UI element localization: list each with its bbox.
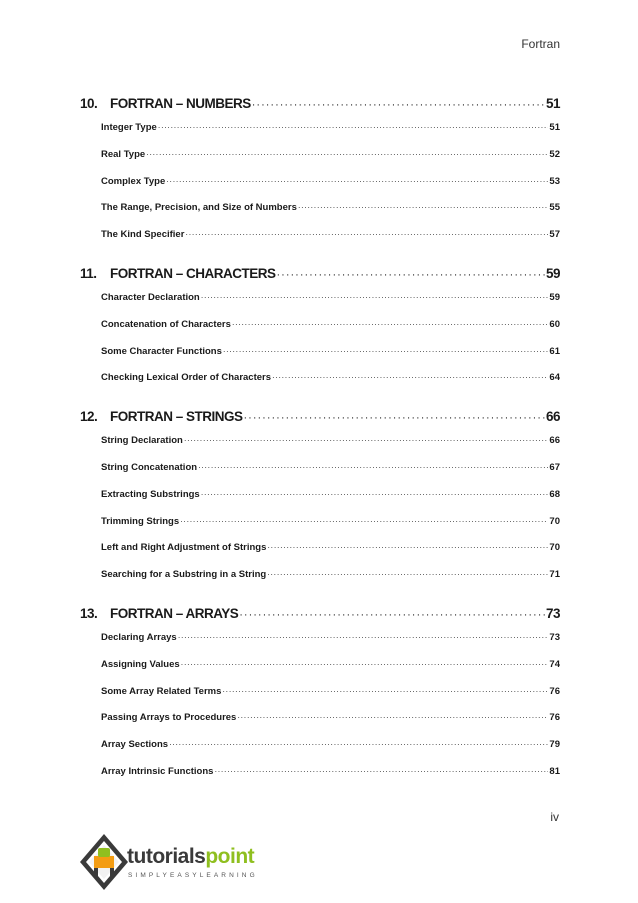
toc-chapter-entry[interactable]: [80, 96, 560, 122]
chapter-page: 73: [545, 605, 560, 621]
chapter-title: FORTRAN – ARRAYS: [110, 605, 239, 621]
subsection-page: 79: [549, 739, 560, 751]
toc-chapter: [80, 409, 560, 606]
dot-leader: [166, 177, 548, 186]
subsection-title: Array Intrinsic Functions: [101, 765, 214, 777]
subsection-title: Array Sections: [101, 739, 169, 751]
toc-chapter-entry[interactable]: [80, 606, 560, 632]
logo-text-tutorials: tutorials: [127, 845, 206, 868]
toc-subsection-entry[interactable]: [101, 149, 560, 176]
dot-leader: [214, 767, 548, 776]
subsection-title: Real Type: [101, 148, 146, 160]
toc-subsection-entry[interactable]: [101, 202, 560, 229]
dot-leader: [298, 203, 549, 212]
dot-leader: [222, 687, 548, 696]
subsection-title: Some Character Functions: [101, 345, 222, 357]
dot-leader: [181, 660, 549, 669]
subsection-page: 73: [549, 631, 560, 643]
subsection-page: 66: [549, 435, 560, 447]
subsection-page: 55: [549, 202, 560, 214]
subsection-title: Searching for a Substring in a String: [101, 569, 267, 581]
subsection-page: 59: [549, 291, 560, 303]
toc-subsection-entry[interactable]: [101, 766, 560, 793]
toc-chapter: [80, 266, 560, 409]
chapter-page: 59: [545, 265, 560, 281]
toc-subsection-entry[interactable]: [101, 435, 560, 462]
toc-subsection-entry[interactable]: [101, 176, 560, 203]
toc-subsection-entry[interactable]: [101, 292, 560, 319]
subsection-title: String Declaration: [101, 435, 183, 447]
toc-subsection-entry[interactable]: [101, 686, 560, 713]
dot-leader: [237, 713, 548, 722]
dot-leader: [267, 570, 548, 579]
toc-subsection-entry[interactable]: [101, 632, 560, 659]
logo-tagline: SIMPLYEASYLEARNING: [128, 872, 258, 879]
dot-leader: [244, 412, 545, 424]
toc-subsection-entry[interactable]: [101, 516, 560, 543]
subsection-page: 76: [549, 712, 560, 724]
toc-subsection-entry[interactable]: [101, 462, 560, 489]
logo-emblem-icon: [76, 828, 132, 898]
dot-leader: [201, 293, 549, 302]
subsection-title: Character Declaration: [101, 291, 200, 303]
subsection-page: 76: [549, 685, 560, 697]
dot-leader: [184, 436, 549, 445]
logo-text-point: point: [205, 845, 255, 868]
toc-chapter: [80, 96, 560, 266]
dot-leader: [232, 320, 549, 329]
subsection-title: Left and Right Adjustment of Strings: [101, 542, 267, 554]
running-header: Fortran: [521, 37, 560, 51]
toc-chapter: [80, 606, 560, 793]
dot-leader: [198, 463, 548, 472]
subsection-page: 71: [549, 569, 560, 581]
dot-leader: [185, 230, 548, 239]
chapter-title: FORTRAN – STRINGS: [110, 409, 243, 425]
table-of-contents: [80, 96, 560, 793]
subsection-title: Trimming Strings: [101, 515, 180, 527]
toc-subsection-entry[interactable]: [101, 712, 560, 739]
chapter-number: 13.: [80, 605, 98, 621]
subsection-page: 53: [549, 175, 560, 187]
subsection-title: String Concatenation: [101, 461, 198, 473]
subsection-title: Concatenation of Characters: [101, 318, 231, 330]
page-number: iv: [550, 810, 559, 824]
subsection-title: Some Array Related Terms: [101, 685, 222, 697]
subsection-page: 57: [549, 229, 560, 241]
toc-subsection-entry[interactable]: [101, 319, 560, 346]
tutorialspoint-logo: [76, 828, 276, 898]
chapter-number: 10.: [80, 96, 98, 111]
toc-subsection-entry[interactable]: [101, 569, 560, 596]
subsection-page: 67: [549, 461, 560, 473]
dot-leader: [158, 123, 549, 132]
subsection-page: 61: [549, 345, 560, 357]
section-gap: [80, 399, 560, 409]
chapter-page: 51: [545, 96, 560, 111]
toc-subsection-entry[interactable]: [101, 659, 560, 686]
subsection-page: 70: [549, 515, 560, 527]
subsection-title: Assigning Values: [101, 658, 180, 670]
toc-chapter-entry[interactable]: [80, 266, 560, 292]
dot-leader: [267, 543, 548, 552]
subsection-title: Integer Type: [101, 122, 157, 133]
subsection-page: 64: [549, 372, 560, 384]
subsection-page: 51: [549, 122, 560, 133]
dot-leader: [146, 150, 548, 159]
toc-subsection-entry[interactable]: [101, 372, 560, 399]
chapter-page: 66: [545, 409, 560, 425]
subsection-title: Checking Lexical Order of Characters: [101, 372, 272, 384]
dot-leader: [252, 99, 545, 111]
subsection-title: The Kind Specifier: [101, 229, 185, 241]
toc-subsection-entry[interactable]: [101, 542, 560, 569]
subsection-page: 81: [549, 765, 560, 777]
subsection-page: 60: [549, 318, 560, 330]
subsection-page: 70: [549, 542, 560, 554]
subsection-title: Complex Type: [101, 175, 166, 187]
subsection-title: Passing Arrays to Procedures: [101, 712, 237, 724]
toc-subsection-entry[interactable]: [101, 489, 560, 516]
section-gap: [80, 596, 560, 606]
dot-leader: [223, 347, 549, 356]
chapter-number: 12.: [80, 409, 98, 425]
dot-leader: [239, 609, 545, 621]
dot-leader: [272, 373, 548, 382]
toc-subsection-entry[interactable]: [101, 122, 560, 149]
toc-subsection-entry[interactable]: [101, 346, 560, 373]
chapter-title: FORTRAN – NUMBERS: [110, 96, 251, 111]
chapter-title: FORTRAN – CHARACTERS: [110, 265, 276, 281]
dot-leader: [201, 490, 549, 499]
dot-leader: [178, 633, 549, 642]
subsection-title: Declaring Arrays: [101, 631, 177, 643]
dot-leader: [277, 269, 545, 281]
subsection-page: 52: [549, 148, 560, 160]
logo-wordmark: [127, 845, 254, 869]
subsection-page: 68: [549, 488, 560, 500]
subsection-title: Extracting Substrings: [101, 488, 200, 500]
toc-subsection-entry[interactable]: [101, 229, 560, 256]
section-gap: [80, 256, 560, 266]
dot-leader: [169, 740, 548, 749]
subsection-title: The Range, Precision, and Size of Numbers: [101, 202, 297, 214]
toc-chapter-entry[interactable]: [80, 409, 560, 435]
subsection-page: 74: [549, 658, 560, 670]
dot-leader: [180, 517, 548, 526]
chapter-number: 11.: [80, 265, 97, 281]
toc-subsection-entry[interactable]: [101, 739, 560, 766]
